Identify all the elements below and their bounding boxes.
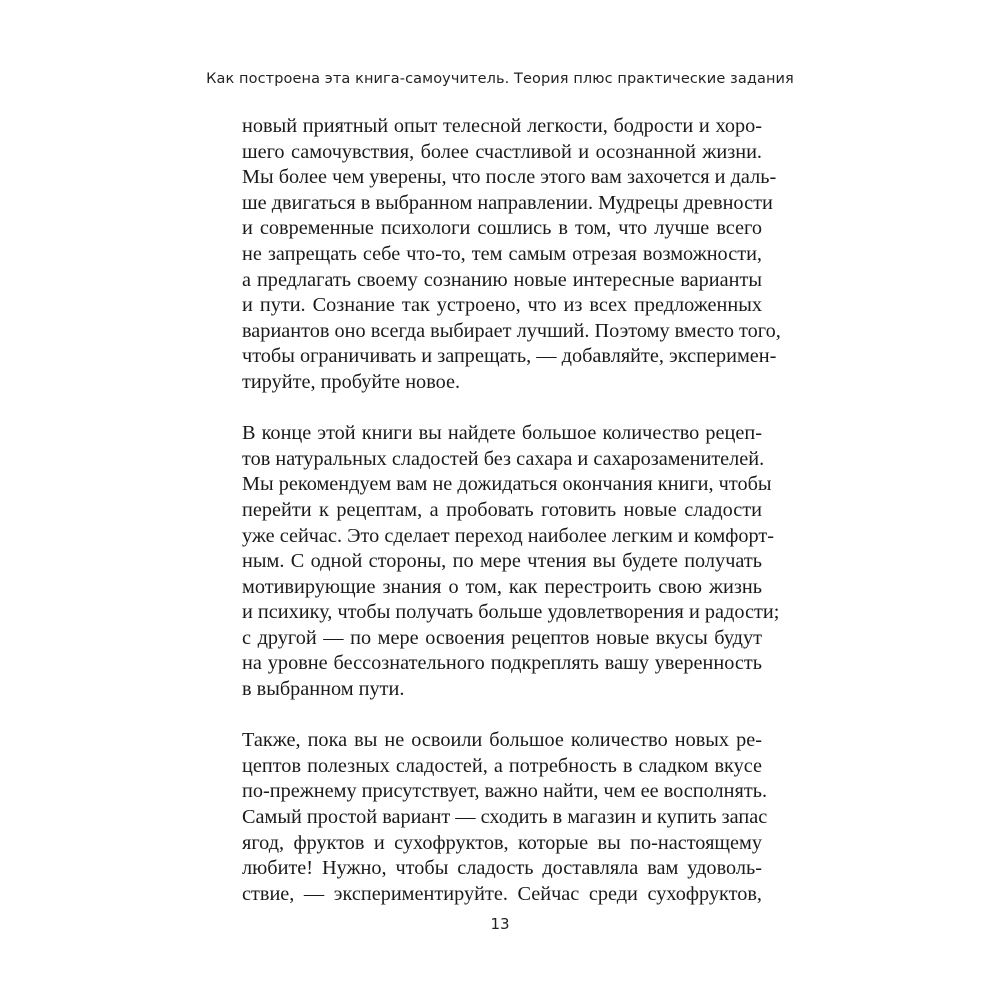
text-line: а предлагать своему сознанию новые интересные варианты bbox=[242, 268, 762, 291]
text-line: тируйте, пробуйте новое. bbox=[242, 370, 461, 393]
body-text bbox=[242, 114, 781, 933]
text-line: и психику, чтобы получать больше удовлетворения и радости; bbox=[242, 601, 780, 624]
text-line: чтобы ограничивать и запрещать, — добавляйте, эксперимен- bbox=[242, 345, 777, 368]
text-line: в выбранном пути. bbox=[242, 678, 405, 701]
text-line: Самый простой вариант — сходить в магазин и купить запас bbox=[242, 806, 768, 829]
text-line: ше двигаться в выбранном направлении. Мудрецы древности bbox=[242, 191, 773, 214]
text-line: ствие, — экспериментируйте. Сейчас среди сухофруктов, bbox=[242, 882, 762, 905]
text-line: Мы рекомендуем вам не дожидаться окончания книги, чтобы bbox=[242, 473, 772, 496]
text-line: ным. С одной стороны, по мере чтения вы будете получать bbox=[242, 550, 762, 573]
text-line: и современные психологи сошлись в том, что лучше всего bbox=[242, 217, 762, 240]
text-line: вариантов оно всегда выбирает лучший. Поэтому вместо того, bbox=[242, 319, 781, 342]
text-line: мотивирующие знания о том, как перестроить свою жизнь bbox=[242, 575, 762, 598]
text-line: перейти к рецептам, а пробовать готовить новые сладости bbox=[242, 498, 762, 521]
text-line: В конце этой книги вы найдете большое количество рецеп- bbox=[242, 422, 762, 445]
text-line: на уровне бессознательного подкреплять вашу уверенность bbox=[242, 652, 762, 675]
running-header: Как построена эта книга-самоучитель. Теория плюс практические задания bbox=[206, 71, 794, 87]
text-line: уже сейчас. Это сделает переход наиболее легким и комфорт- bbox=[242, 524, 775, 547]
paragraph-3 bbox=[242, 728, 768, 907]
paragraph-1 bbox=[242, 114, 781, 396]
text-line: любите! Нужно, чтобы сладость доставляла вам удоволь- bbox=[242, 857, 762, 880]
text-line: с другой — по мере освоения рецептов новые вкусы будут bbox=[242, 626, 762, 649]
paragraph-2 bbox=[242, 421, 780, 703]
text-line: ягод, фруктов и сухофруктов, которые вы по-настоящему bbox=[242, 831, 762, 854]
text-line: по-прежнему присутствует, важно найти, чем ее восполнять. bbox=[242, 780, 768, 803]
text-line: шего самочувствия, более счастливой и осознанной жизни. bbox=[242, 140, 762, 163]
text-line: не запрещать себе что-то, тем самым отрезая возможности, bbox=[242, 242, 762, 265]
text-line: Мы более чем уверены, что после этого вам захочется и даль- bbox=[242, 166, 777, 189]
text-line: новый приятный опыт телесной легкости, бодрости и хоро- bbox=[242, 115, 762, 137]
text-line: тов натуральных сладостей без сахара и сахарозаменителей. bbox=[242, 447, 765, 470]
text-line: цептов полезных сладостей, а потребность в сладком вкусе bbox=[242, 754, 762, 777]
page-number: 13 bbox=[490, 915, 510, 933]
text-line: Также, пока вы не освоили большое количество новых ре- bbox=[242, 729, 762, 752]
text-line: и пути. Сознание так устроено, что из всех предложенных bbox=[242, 294, 762, 317]
